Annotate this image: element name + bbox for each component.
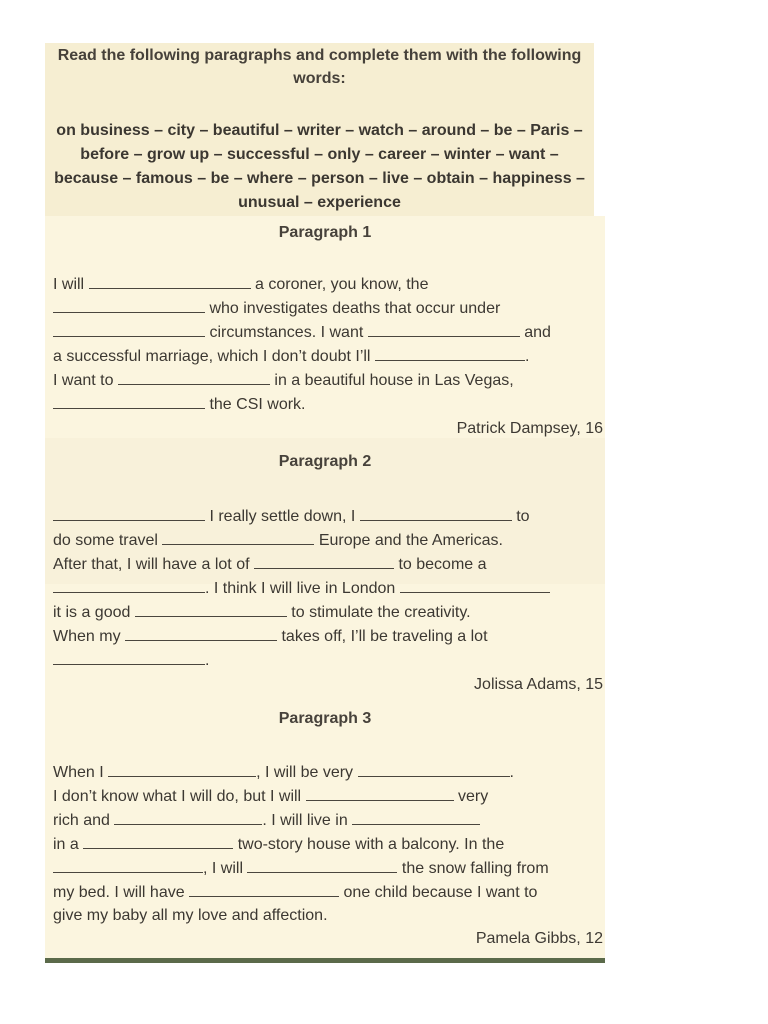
p3-text: , I will xyxy=(203,860,243,877)
p3-text: the snow falling from xyxy=(401,860,549,877)
p1-text: and xyxy=(524,324,551,341)
paragraph-1-heading: Paragraph 1 xyxy=(278,224,372,241)
p3-text: my bed. I will have xyxy=(53,884,185,901)
answer-blank[interactable] xyxy=(125,626,277,641)
p2-line-1 xyxy=(53,506,530,527)
answer-blank[interactable] xyxy=(352,810,480,825)
p2-text: to become a xyxy=(398,556,487,573)
p2-line-3 xyxy=(53,554,487,575)
answer-blank[interactable] xyxy=(135,602,287,617)
p3-line-3 xyxy=(53,810,480,831)
p3-line-6 xyxy=(53,882,537,903)
answer-blank[interactable] xyxy=(83,834,233,849)
p3-text: one child because I want to xyxy=(343,884,538,901)
instructions-text: Read the following paragraphs and complete them with the following words: xyxy=(57,47,582,87)
paragraph-2-heading: Paragraph 2 xyxy=(278,453,372,470)
p2-line-5 xyxy=(53,602,471,623)
p3-text: give my baby all my love and affection. xyxy=(53,907,328,924)
p2-text: After that, I will have a lot of xyxy=(53,556,250,573)
p1-line-5 xyxy=(53,370,514,391)
p2-text: it is a good xyxy=(53,604,131,621)
p1-text: a coroner, you know, the xyxy=(255,276,429,293)
p3-text: two-story house with a balcony. In the xyxy=(237,836,505,853)
p2-text: to stimulate the creativity. xyxy=(291,604,471,621)
p3-text: very xyxy=(458,788,489,805)
answer-blank[interactable] xyxy=(53,650,205,665)
p1-line-3 xyxy=(53,322,551,343)
p2-line-6 xyxy=(53,626,488,647)
word-bank: on business – city – beautiful – writer – watch – around – be – Paris – before – grow up – successful – only – career – winter – want – because – famous – be – where – person – live – obtain – happiness – unusual – experience xyxy=(54,122,585,211)
answer-blank[interactable] xyxy=(53,394,205,409)
p2-text: to xyxy=(516,508,530,525)
p2-text: . I think I will live in London xyxy=(205,580,396,597)
p2-text: . xyxy=(205,652,210,669)
p3-line-5 xyxy=(53,858,549,879)
answer-blank[interactable] xyxy=(368,322,520,337)
author-1: Patrick Dampsey, 16 xyxy=(456,420,603,437)
p1-text: I want to xyxy=(53,372,114,389)
answer-blank[interactable] xyxy=(53,858,203,873)
answer-blank[interactable] xyxy=(53,298,205,313)
p1-line-6 xyxy=(53,394,305,415)
answer-blank[interactable] xyxy=(189,882,339,897)
answer-blank[interactable] xyxy=(358,762,510,777)
answer-blank[interactable] xyxy=(89,274,251,289)
answer-blank[interactable] xyxy=(162,530,314,545)
p3-line-2 xyxy=(53,786,488,807)
p1-text: the CSI work. xyxy=(209,396,306,413)
p3-text: . xyxy=(509,764,514,781)
p1-text: . xyxy=(524,348,530,365)
p1-line-1 xyxy=(53,274,428,295)
p1-text: circumstances. I want xyxy=(209,324,364,341)
answer-blank[interactable] xyxy=(400,578,550,593)
answer-blank[interactable] xyxy=(53,578,205,593)
p1-text: a successful marriage, which I don’t doubt I’ll xyxy=(53,348,371,365)
p3-line-1 xyxy=(53,762,514,783)
answer-blank[interactable] xyxy=(306,786,454,801)
p2-line-4 xyxy=(53,578,550,599)
answer-blank[interactable] xyxy=(254,554,394,569)
answer-blank[interactable] xyxy=(114,810,262,825)
answer-blank[interactable] xyxy=(360,506,512,521)
p3-text: When I xyxy=(53,764,104,781)
p2-text: do some travel xyxy=(53,532,158,549)
p3-text: rich and xyxy=(53,812,110,829)
p2-text: takes off, I’ll be traveling a lot xyxy=(281,628,488,645)
paragraph-3-heading: Paragraph 3 xyxy=(278,710,372,727)
p2-line-7 xyxy=(53,650,209,671)
p3-line-4 xyxy=(53,834,504,855)
answer-blank[interactable] xyxy=(118,370,270,385)
p2-text: Europe and the Americas. xyxy=(318,532,503,549)
answer-blank[interactable] xyxy=(53,506,205,521)
author-2: Jolissa Adams, 15 xyxy=(474,676,603,693)
p2-text: When my xyxy=(53,628,121,645)
p1-line-2 xyxy=(53,298,500,319)
p1-text: who investigates deaths that occur under xyxy=(209,300,501,317)
p1-text: in a beautiful house in Las Vegas, xyxy=(274,372,514,389)
bottom-border xyxy=(45,958,605,963)
answer-blank[interactable] xyxy=(375,346,525,361)
p2-text: I really settle down, I xyxy=(209,508,356,525)
p3-text: , I will be very xyxy=(256,764,354,781)
p1-text: I will xyxy=(53,276,85,293)
answer-blank[interactable] xyxy=(53,322,205,337)
answer-blank[interactable] xyxy=(247,858,397,873)
answer-blank[interactable] xyxy=(108,762,256,777)
p3-text: I don’t know what I will do, but I will xyxy=(53,788,302,805)
p1-line-4 xyxy=(53,346,529,367)
p2-line-2 xyxy=(53,530,503,551)
p3-text: . I will live in xyxy=(262,812,348,829)
author-3: Pamela Gibbs, 12 xyxy=(475,930,603,947)
p3-text: in a xyxy=(53,836,79,853)
p3-line-7 xyxy=(53,906,328,926)
